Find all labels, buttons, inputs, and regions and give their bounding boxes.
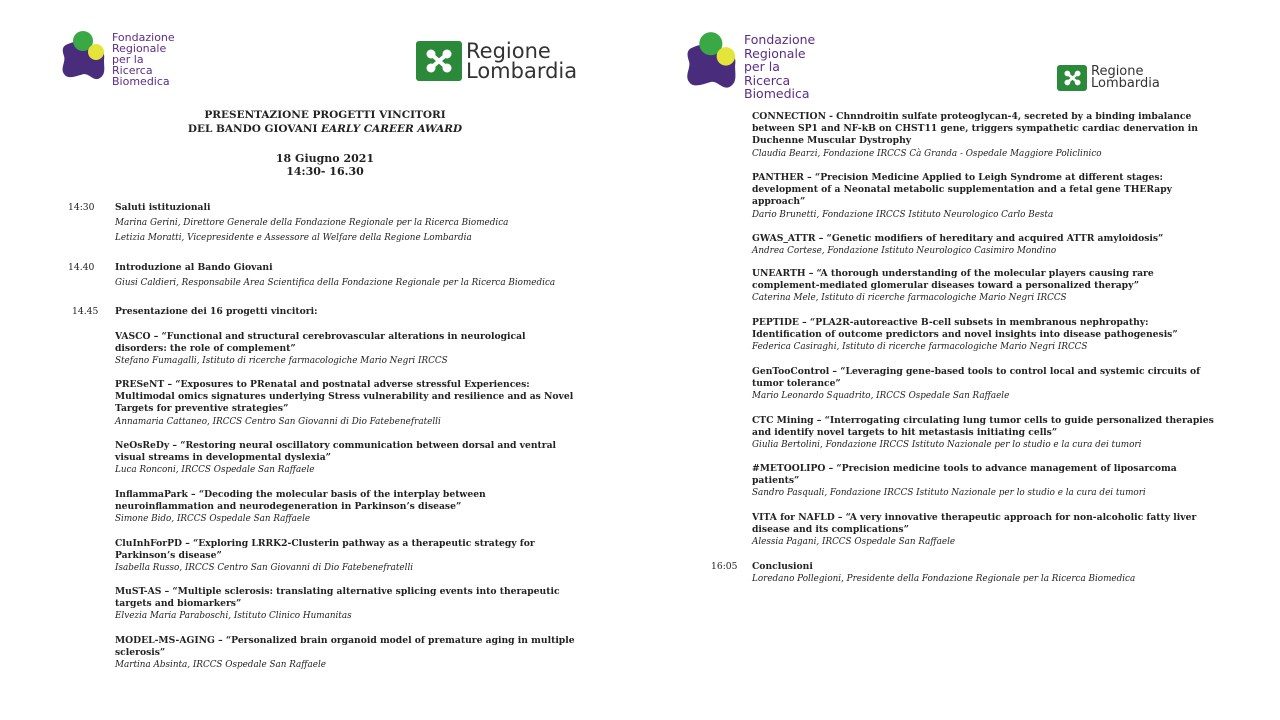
- project-item: MuST-AS – “Multiple sclerosis: translating alternative splicing events into therapeutic targets and biomarkers” Elvezia Maria Paraboschi, Istituto Clinico Humanitas: [115, 586, 560, 622]
- agenda-item: Presentazione dei 16 progetti vincitori:: [115, 306, 318, 317]
- project-item: #METOOLIPO – “Precision medicine tools to advance management of liposarcoma patients” Sandro Pasquali, Fondazione IRCCS Istituto Nazionale per lo studio e la cura dei tumori: [752, 463, 1177, 499]
- regione-lombardia-text: Regione Lombardia: [466, 39, 578, 83]
- project-item: PEPTIDE – “PLA2R-autoreactive B-cell subsets in membranous nephropathy: Identification of outcome predictors and novel insights into disease pathogenesis” Federica Casiraghi, Istituto di ricerche farmacologiche Mario Negri IRCCS: [752, 317, 1178, 353]
- agenda-time: 16:05: [711, 561, 738, 572]
- project-item: GWAS_ATTR – “Genetic modifiers of hereditary and acquired ATTR amyloidosis” Andrea Cortese, Fondazione Istituto Neurologico Casimiro Mondino: [752, 233, 1164, 257]
- frb-logo-text: Fondazione Regionale per la Ricerca Biomedica: [112, 31, 175, 88]
- page-title: PRESENTAZIONE PROGETTI VINCITORI DEL BANDO GIOVANI EARLY CAREER AWARD: [187, 109, 463, 135]
- project-item: PRESeNT – “Exposures to PRenatal and postnatal adverse stressful Experiences: Multimodal omics signatures underlying Stress vulnerability and resilience and as Novel Targets for preventive strategies” Annamaria Cattaneo, IRCCS Centro San Giovanni di Dio Fatebenefratelli: [115, 379, 574, 427]
- agenda-item: Conclusioni Loredano Pollegioni, Presidente della Fondazione Regionale per la Ricerca Biomedica: [752, 561, 1136, 585]
- project-item: CONNECTION - Chnndroitin sulfate proteoglycan-4, secreted by a binding imbalance between SP1 and NF-kB on CHST11 gene, triggers sympathetic cardiac denervation in Duchenne Muscular Dystrophy Claudia Bearzi, Fondazione IRCCS Cà Granda - Ospedale Maggiore Policlinico: [752, 111, 1198, 159]
- project-item: VITA for NAFLD – “A very innovative therapeutic approach for non-alcoholic fatty liver disease and its complications” Alessia Pagani, IRCCS Ospedale San Raffaele: [752, 512, 1197, 548]
- regione-lombardia-icon: [1057, 65, 1087, 91]
- regione-lombardia-logo: [1057, 65, 1160, 91]
- project-item: CluInhForPD – “Exploring LRRK2-Clusterin pathway as a therapeutic strategy for Parkinson’s disease” Isabella Russo, IRCCS Centro San Giovanni di Dio Fatebenefratelli: [115, 538, 535, 574]
- regione-lombardia-logo: [416, 41, 577, 81]
- event-date: 18 Giugno 2021 14:30- 16.30: [275, 152, 375, 178]
- frb-logo-text: Fondazione Regionale per la Ricerca Biomedica: [744, 32, 816, 101]
- frb-logo-icon: [684, 31, 740, 91]
- frb-logo-icon: [60, 30, 108, 82]
- project-item: GenTooControl – “Leveraging gene-based tools to control local and systemic circuits of tumor tolerance” Mario Leonardo Squadrito, IRCCS Ospedale San Raffaele: [752, 366, 1201, 402]
- agenda-item: Saluti istituzionali Marina Gerini, Direttore Generale della Fondazione Regionale per la Ricerca Biomedica Letizia Moratti, Vicepresidente e Assessore al Welfare della Regione Lombardia: [115, 202, 509, 244]
- project-item: VASCO – “Functional and structural cerebrovascular alterations in neurological disorders: the role of complement” Stefano Fumagalli, Istituto di ricerche farmacologiche Mario Negri IRCCS: [115, 331, 526, 367]
- agenda-time: 14.40: [68, 262, 95, 273]
- project-item: UNEARTH – “A thorough understanding of the molecular players causing rare complement-mediated glomerular diseases toward a personalized therapy” Caterina Mele, Istituto di ricerche farmacologiche Mario Negri IRCCS: [752, 268, 1154, 304]
- project-item: NeOsReDy – “Restoring neural oscillatory communication between dorsal and ventral visual streams in developmental dyslexia” Luca Ronconi, IRCCS Ospedale San Raffaele: [115, 440, 557, 476]
- frb-logo: [60, 30, 175, 87]
- project-item: MODEL-MS-AGING – “Personalized brain organoid model of premature aging in multiple sclerosis” Martina Absinta, IRCCS Ospedale San Raffaele: [115, 635, 575, 671]
- agenda-time: 14.45: [72, 306, 99, 317]
- project-item: PANTHER – “Precision Medicine Applied to Leigh Syndrome at different stages: development of a Neonatal metabolic supplementation and a fetal gene THERapy approach” Dario Brunetti, Fondazione IRCCS Istituto Neurologico Carlo Besta: [752, 172, 1172, 220]
- project-item: InflammaPark – “Decoding the molecular basis of the interplay between neuroinflammation and neurodegeneration in Parkinson’s disease” Simone Bido, IRCCS Ospedale San Raffaele: [115, 489, 486, 525]
- frb-logo: [684, 31, 815, 101]
- right-page: [640, 0, 1280, 720]
- agenda-item: Introduzione al Bando Giovani Giusi Caldieri, Responsabile Area Scientifica della Fondazione Regionale per la Ricerca Biomedica: [115, 262, 556, 289]
- project-item: CTC Mining – “Interrogating circulating lung tumor cells to guide personalized therapies and identify novel targets to hit metastasis initiating cells” Giulia Bertolini, Fondazione IRCCS Istituto Nazionale per lo studio e la cura dei tumori: [752, 415, 1214, 451]
- agenda-time: 14:30: [68, 202, 95, 213]
- regione-lombardia-text: Regione Lombardia: [1091, 64, 1160, 91]
- regione-lombardia-icon: [416, 41, 462, 81]
